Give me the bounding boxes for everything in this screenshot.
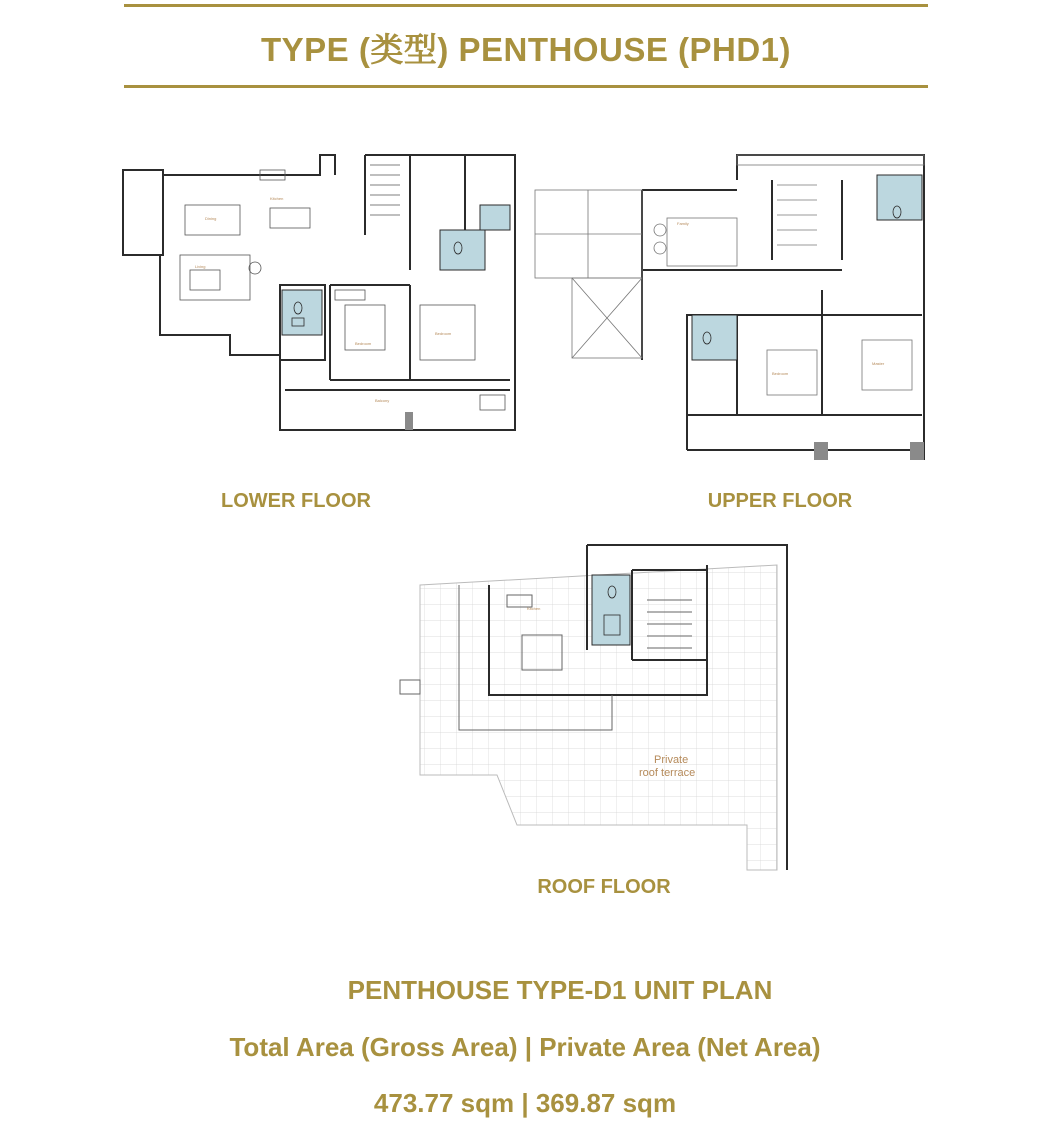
upper-floor-plan	[532, 150, 932, 470]
plan-title: PENTHOUSE TYPE-D1 UNIT PLAN	[347, 975, 773, 1005]
svg-text:Dining: Dining	[205, 216, 217, 221]
terrace-label-line1: Private	[654, 754, 689, 766]
svg-text:Bedroom: Bedroom	[772, 371, 789, 376]
top-rule	[124, 4, 928, 7]
svg-text:Family: Family	[677, 221, 689, 226]
upper-floor-label: UPPER FLOOR	[707, 490, 853, 512]
svg-text:Bedroom: Bedroom	[435, 331, 452, 336]
lower-floor-drawing	[120, 150, 518, 435]
lower-floor-plan	[120, 150, 518, 435]
svg-text:Kitchen: Kitchen	[270, 196, 284, 201]
roof-floor-drawing	[392, 540, 792, 880]
svg-text:Balcony: Balcony	[375, 398, 390, 403]
upper-floor-drawing	[532, 150, 932, 470]
svg-text:Bedroom: Bedroom	[355, 341, 372, 346]
area-values: 473.77 sqm | 369.87 sqm	[373, 1088, 677, 1118]
lower-floor-label: LOWER FLOOR	[221, 490, 371, 512]
roof-floor-plan	[392, 540, 792, 880]
svg-text:Living: Living	[195, 264, 206, 269]
terrace-label-line2: roof terrace	[639, 767, 696, 779]
roof-floor-label: ROOF FLOOR	[537, 876, 671, 898]
page-title: TYPE (类型) PENTHOUSE (PHD1)	[260, 31, 792, 68]
title-underline	[124, 85, 928, 88]
svg-text:Kitchen: Kitchen	[527, 606, 541, 611]
svg-text:Master: Master	[872, 361, 885, 366]
area-labels: Total Area (Gross Area) | Private Area (Net Area)	[229, 1032, 821, 1062]
